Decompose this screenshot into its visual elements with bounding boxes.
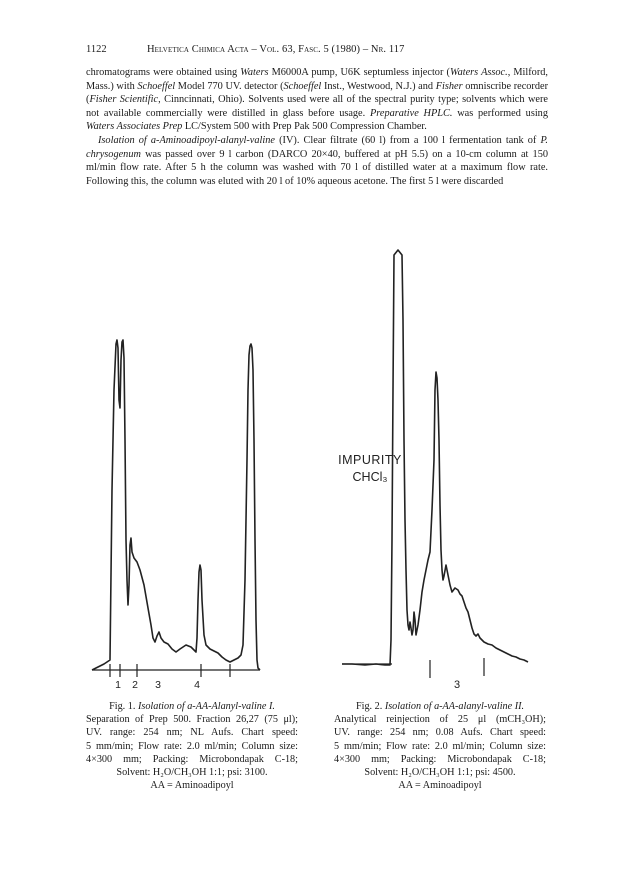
fig2-tick-label-3: 3 — [453, 679, 461, 691]
paragraph-methods — [86, 66, 548, 134]
figure1-caption — [86, 700, 298, 792]
text-run: (IV). Clear filtrate (60 l) from a 100 l fermentation tank of — [274, 134, 541, 146]
text-run: was passed over 9 l carbon (DARCO 20×40, buffered at pH 5.5) on a 10-cm column at 150 ml/min flow rate. After 5 h the column was washed with 70 l of distilled water at a maximum flow rate. Following this, the column was eluted with 20 l of 10% aqueous acetone. The first 5 l were discarded — [86, 148, 548, 187]
fig2-caption-line: Solvent: H₂O/CH₃OH 1:1; psi: 4500. — [364, 767, 516, 779]
italic-run: Preparative HPLC. — [369, 107, 453, 119]
fig2-caption-line: 4×300 mm; Packing: Microbondapak C-18; — [334, 753, 546, 765]
text-run: , Cinncinnati, Ohio). Solvents used were all of the spectral purity type; solvents which were not available commercially were distilled in glass before usage. — [86, 94, 548, 119]
figure2-caption — [334, 700, 546, 792]
fig2-ticks — [430, 658, 484, 678]
text-run: , Milford, Mass.) with — [86, 67, 548, 92]
chromatograms — [0, 240, 624, 700]
fig1-tick-label-1: 1 — [115, 679, 121, 691]
chromatogram-fig1 — [92, 340, 260, 691]
text-run: Model 770 UV. detector ( — [175, 80, 284, 92]
paragraph-isolation — [86, 134, 548, 188]
body-text — [86, 66, 548, 188]
fig1-caption-line: Solvent: H₂O/CH₃OH 1:1; psi: 3100. — [116, 767, 268, 779]
text-run: was performed using — [452, 107, 548, 119]
italic-run: Schoeffel — [137, 80, 176, 92]
text-run: omniscribe recorder ( — [86, 80, 548, 106]
italic-run: P. chrysogenum — [86, 134, 549, 160]
page-number: 1122 — [86, 44, 107, 55]
fig1-caption-line: AA = Aminoadipoyl — [150, 780, 234, 792]
fig1-caption-line: 5 mm/min; Flow rate: 2.0 ml/min; Column size: — [86, 740, 298, 752]
italic-run: Waters — [240, 67, 269, 78]
fig2-caption-title: Fig. 2. Isolation of a-AA-alanyl-valine II. — [355, 701, 525, 712]
fig1-tick-label-2: 2 — [132, 679, 138, 691]
fig2-caption-line: Analytical reinjection of 25 μl (mCH₃OH); — [334, 714, 546, 726]
running-header — [0, 44, 624, 58]
fig1-caption-title: Fig. 1. Isolation of a-AA-Alanyl-valine I. — [109, 701, 275, 712]
text-run: M6000A pump, U6K septumless injector ( — [268, 67, 450, 78]
fig1-tick-label-4: 4 — [194, 679, 200, 691]
chromatogram-fig2 — [338, 250, 528, 691]
running-head: Helvetica Chimica Acta – Vol. 63, Fasc. 5 (1980) – Nr. 117 — [147, 44, 405, 55]
text-run: LC/System 500 with Prep Pak 500 Compression Chamber. — [182, 121, 427, 133]
italic-run: Isolation of a-Aminoadipoyl-alanyl-valine — [98, 134, 275, 146]
text-run: chromatograms were obtained using — [86, 67, 241, 78]
fig2-impurity-label: IMPURITY — [338, 453, 402, 467]
fig2-caption-line: 5 mm/min; Flow rate: 2.0 ml/min; Column size: — [334, 740, 546, 752]
fig2-chcl3-label: CHCl₃ — [352, 470, 388, 484]
fig1-caption-line: 4×300 mm; Packing: Microbondapak C-18; — [86, 753, 298, 765]
fig2-caption-line: AA = Aminoadipoyl — [398, 780, 482, 792]
fig1-caption-line: UV. range: 254 nm; NL Aufs. Chart speed: — [86, 727, 298, 739]
figure-area — [0, 240, 624, 700]
fig1-trace — [92, 340, 260, 670]
italic-run: Fisher Scientific — [89, 94, 159, 106]
italic-run: Schoeffel — [283, 80, 322, 92]
fig1-caption-line: Separation of Prep 500. Fraction 26,27 (75 μl); — [86, 714, 298, 726]
italic-run: Fisher — [435, 80, 463, 92]
text-run: Inst., Westwood, N.J.) and — [321, 80, 436, 92]
italic-run: Waters Assoc. — [449, 67, 508, 78]
fig1-tick-label-3: 3 — [155, 679, 161, 691]
italic-run: Waters Associates Prep — [86, 121, 183, 133]
fig2-caption-line: UV. range: 254 nm; 0.08 Aufs. Chart speed: — [334, 727, 546, 739]
